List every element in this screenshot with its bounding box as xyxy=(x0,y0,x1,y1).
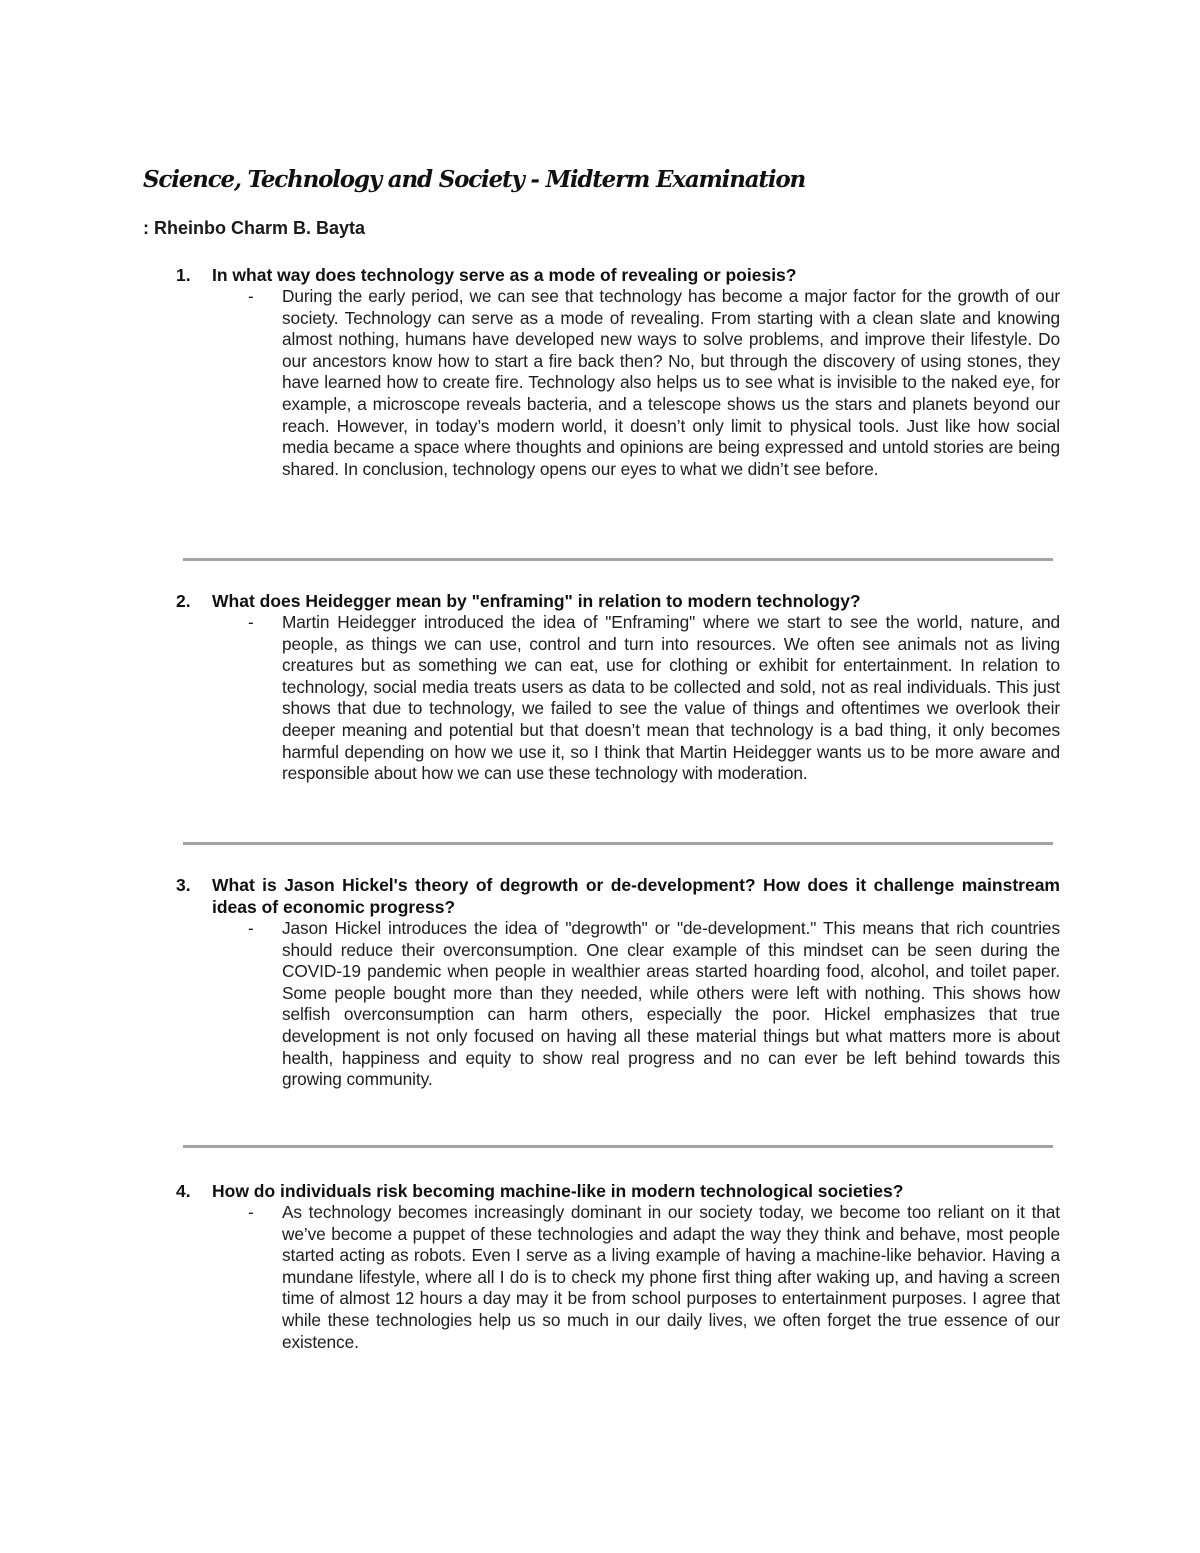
question-number: 3. xyxy=(176,875,191,895)
question-item xyxy=(176,264,1060,480)
section-divider xyxy=(183,1145,1053,1148)
answer-text: During the early period, we can see that technology has become a major factor for the growth of our society. Technology can serve as a mode of revealing. From starting with a clean slate and knowing almost nothing, humans have developed new ways to solve problems, and improve their lifestyle. Do our ancestors know how to start a fire back then? No, but through the discovery of using stones, they have learned how to create fire. Technology also helps us to see what is invisible to the naked eye, for example, a microscope reveals bacteria, and a telescope shows us the stars and planets beyond our reach. However, in today’s modern world, it doesn’t only limit to physical tools. Just like how social media became a space where thoughts and opinions are being expressed and untold stories are being shared. In conclusion, technology opens our eyes to what we didn’t see before. xyxy=(282,286,1060,479)
answer-paragraph xyxy=(248,918,1060,1091)
answer-paragraph xyxy=(248,612,1060,785)
section-divider xyxy=(183,558,1053,561)
answer-paragraph xyxy=(248,286,1060,480)
question-item xyxy=(176,874,1060,1091)
question-heading xyxy=(176,590,1060,612)
bullet-dash: - xyxy=(248,918,254,938)
question-heading xyxy=(176,874,1060,918)
author-line: : Rheinbo Charm B. Bayta xyxy=(143,218,366,238)
bullet-dash: - xyxy=(248,286,254,306)
question-heading xyxy=(176,264,1060,286)
question-number: 1. xyxy=(176,265,191,285)
answer-text: Jason Hickel introduces the idea of "degrowth" or "de-development." This means that rich countries should reduce their overconsumption. One clear example of this mindset can be seen during the COVID-19 pandemic when people in wealthier areas started hoarding food, alcohol, and toilet paper. Some people bought more than they needed, while others were left with nothing. This shows how selfish overconsumption can harm others, especially the poor. Hickel emphasizes that true development is not only focused on having all these material things but what matters more is about health, happiness and equity to show real progress and no can ever be left behind towards this growing community. xyxy=(282,918,1060,1090)
question-heading xyxy=(176,1180,1060,1202)
answer-text: As technology becomes increasingly dominant in our society today, we become too reliant on it that we’ve become a puppet of these technologies and adapt the way they think and behave, most people started acting as robots. Even I serve as a living example of having a machine-like behavior. Having a mundane lifestyle, where all I do is to check my phone first thing after waking up, and having a screen time of almost 12 hours a day may it be from school purposes to entertainment purposes. I agree that while these technologies help us so much in our daily lives, we often forget the true essence of our existence. xyxy=(282,1202,1060,1352)
section-divider xyxy=(183,842,1053,845)
question-text: What is Jason Hickel's theory of degrowth or de-development? How does it challenge mainstream ideas of economic progress? xyxy=(212,875,1060,917)
question-text: In what way does technology serve as a mode of revealing or poiesis? xyxy=(212,265,797,285)
question-item xyxy=(176,1180,1060,1353)
bullet-dash: - xyxy=(248,1202,254,1222)
question-text: How do individuals risk becoming machine-like in modern technological societies? xyxy=(212,1181,904,1201)
question-number: 2. xyxy=(176,591,191,611)
bullet-dash: - xyxy=(248,612,254,632)
document-title: Science, Technology and Society - Midterm Examination xyxy=(143,166,806,193)
question-item xyxy=(176,590,1060,785)
question-number: 4. xyxy=(176,1181,191,1201)
answer-text: Martin Heidegger introduced the idea of "Enframing" where we start to see the world, nature, and people, as things we can use, control and turn into resources. We often see animals not as living creatures but as something we can eat, use for clothing or exhibit for entertainment. In relation to technology, social media treats users as data to be collected and sold, not as real individuals. This just shows that due to technology, we failed to see the value of things and oftentimes we overlook their deeper meaning and potential but that doesn’t mean that technology is a bad thing, it only becomes harmful depending on how we use it, so I think that Martin Heidegger wants us to be more aware and responsible about how we can use these technology with moderation. xyxy=(282,612,1060,784)
question-text: What does Heidegger mean by "enframing" in relation to modern technology? xyxy=(212,591,861,611)
answer-paragraph xyxy=(248,1202,1060,1353)
